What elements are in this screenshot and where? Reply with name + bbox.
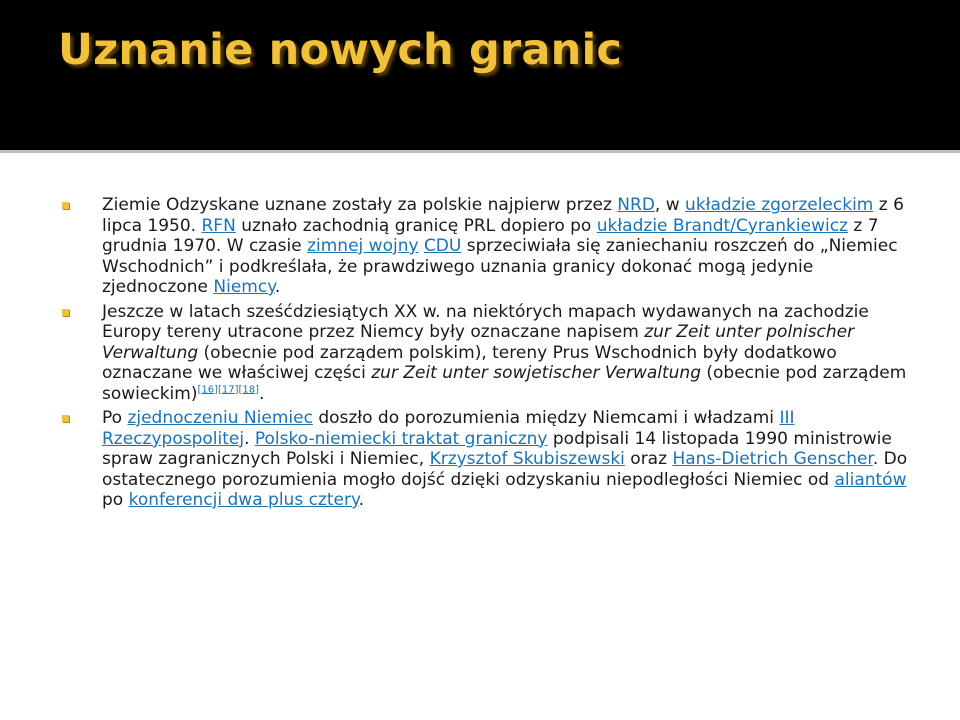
footnote-link-16[interactable]: [16]	[197, 383, 218, 395]
bullet-text	[102, 302, 910, 405]
text-segment: .	[358, 490, 365, 510]
link-zjednoczenie-niemiec[interactable]: zjednoczeniu Niemiec	[127, 408, 313, 428]
link-traktat-graniczny[interactable]: Polsko-niemiecki traktat graniczny	[254, 428, 548, 449]
text-segment: z 7 grudnia 1970. W czasie	[102, 215, 879, 256]
bullet-item-recognition	[60, 195, 910, 298]
italic-phrase: zur Zeit unter sowjetischer Verwaltung	[371, 363, 701, 383]
link-hans-dietrich-genscher[interactable]: Hans-Dietrich Genscher	[672, 449, 873, 469]
link-konferencja-dwa-plus-cztery[interactable]: konferencji dwa plus cztery	[128, 490, 359, 510]
text-segment: podpisali 14 listopada 1990 ministrowie spraw zagranicznych Polski i Niemiec,	[102, 428, 892, 469]
title-bar	[0, 0, 960, 150]
text-segment: (obecnie pod zarządem polskim), tereny Prus Wschodnich były dodatkowo oznaczane we właściwej części	[102, 342, 837, 383]
text-segment: . Do ostatecznego porozumienia mogło dojść dzięki odzyskaniu niepodległości Niemiec od	[102, 449, 908, 490]
title-divider	[0, 150, 960, 153]
link-uklad-zgorzelecki[interactable]: układzie zgorzeleckim	[685, 195, 874, 215]
square-bullet-icon	[62, 415, 69, 422]
text-segment: z 6 lipca 1950.	[102, 195, 904, 236]
text-segment: sprzeciwiała się zaniechaniu roszczeń do „Niemiec Wschodnich” i podkreślała, że prawdziwego uznania granicy dokonać mogą jedynie zjednoczone	[102, 236, 898, 297]
text-segment: po	[102, 490, 129, 510]
link-cdu[interactable]: CDU	[423, 236, 462, 256]
footnote-refs	[197, 384, 259, 395]
bullet-item-maps	[60, 302, 910, 405]
square-bullet-icon	[62, 309, 69, 316]
bullet-item-treaty	[60, 408, 910, 511]
link-nrd[interactable]: NRD	[617, 195, 655, 215]
text-segment: .	[274, 277, 281, 297]
text-segment: oraz	[624, 449, 673, 469]
text-segment: doszło do porozumienia między Niemcami i władzami	[312, 408, 780, 428]
link-zimna-wojna[interactable]: zimnej wojny	[307, 236, 419, 256]
text-segment: .	[259, 383, 265, 404]
slide-title: Uznanie nowych granic	[58, 25, 623, 75]
text-segment: Jeszcze w latach sześćdziesiątych XX w. na niektórych mapach wydawanych na zachodzie Europy tereny utracone przez Niemcy były oznaczane napisem	[102, 301, 869, 342]
text-segment: Ziemie Odzyskane uznane zostały za polskie najpierw przez	[102, 195, 618, 215]
link-niemcy[interactable]: Niemcy	[213, 277, 275, 297]
footnote-link-17[interactable]: [17]	[217, 383, 239, 395]
text-segment: .	[244, 428, 255, 449]
square-bullet-icon	[62, 202, 69, 209]
text-segment: , w	[654, 195, 686, 215]
link-iii-rzeczpospolita[interactable]: III Rzeczypospolitej	[102, 408, 795, 449]
link-alianci[interactable]: aliantów	[834, 469, 907, 490]
bullet-text	[102, 195, 910, 298]
bullet-list	[60, 195, 910, 511]
text-segment: Po	[102, 408, 128, 428]
link-uklad-brandt-cyrankiewicz[interactable]: układzie Brandt/Cyrankiewicz	[596, 215, 848, 236]
slide-content	[60, 195, 910, 515]
footnote-link-18[interactable]: [18]	[238, 383, 260, 395]
text-segment: (obecnie pod zarządem sowieckim)	[102, 363, 907, 404]
text-segment: uznało zachodnią granicę PRL dopiero po	[235, 215, 597, 236]
link-rfn[interactable]: RFN	[201, 215, 236, 236]
italic-phrase: zur Zeit unter polnischer Verwaltung	[102, 322, 855, 363]
bullet-text	[102, 408, 910, 511]
link-krzysztof-skubiszewski[interactable]: Krzysztof Skubiszewski	[429, 449, 625, 469]
